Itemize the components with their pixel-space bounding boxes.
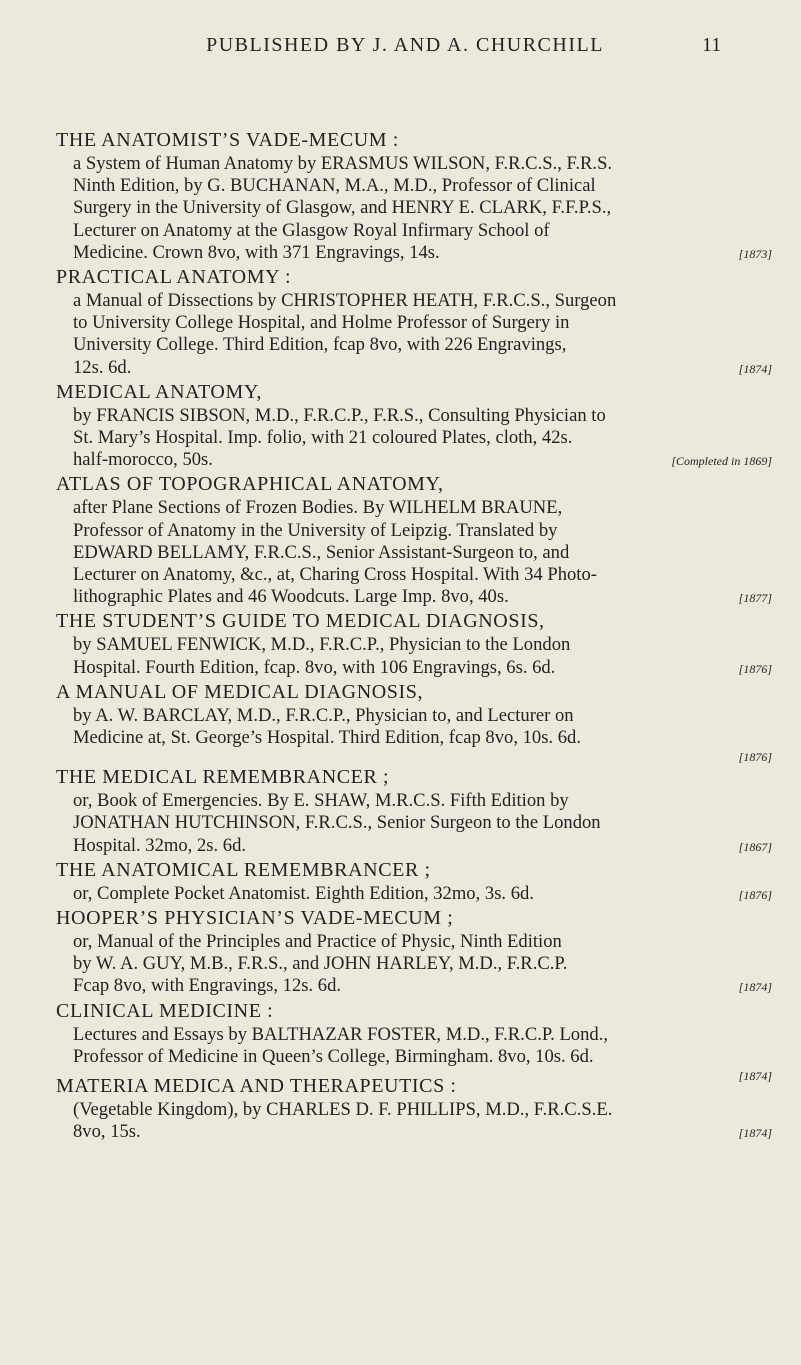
catalogue-entry [56, 1073, 772, 1143]
entry-description [73, 790, 772, 857]
entry-line: Surgery in the University of Glasgow, and HENRY E. CLARK, F.F.P.S., [73, 197, 612, 219]
entry-line: Medicine at, St. George’s Hospital. Third Edition, fcap 8vo, 10s. 6d. [73, 727, 581, 749]
entry-line: by W. A. GUY, M.B., F.R.S., and JOHN HARLEY, M.D., F.R.C.P. [73, 953, 568, 975]
entry-title: PRACTICAL ANATOMY : [56, 266, 292, 289]
entry-description [73, 153, 772, 264]
entry-line: by FRANCIS SIBSON, M.D., F.R.C.P., F.R.S., Consulting Physician to [73, 404, 606, 426]
entry-description [73, 705, 772, 764]
entry-description [73, 1099, 772, 1143]
entry-line: Hospital. 32mo, 2s. 6d. [73, 834, 247, 856]
entry-year: [1876] [738, 661, 772, 676]
entry-line: to University College Hospital, and Holme Professor of Surgery in [73, 312, 570, 334]
catalogue-entry [56, 857, 772, 905]
entry-line: half-morocco, 50s. [73, 449, 213, 471]
catalogue-entry [56, 764, 772, 857]
entry-line: EDWARD BELLAMY, F.R.C.S., Senior Assistant-Surgeon to, and [73, 541, 570, 563]
entry-line: 12s. 6d. [73, 356, 132, 378]
entry-line: by SAMUEL FENWICK, M.D., F.R.C.P., Physician to the London [73, 634, 571, 656]
catalogue-entry [56, 471, 772, 608]
entry-line: or, Book of Emergencies. By E. SHAW, M.R.C.S. Fifth Edition by [73, 790, 569, 812]
entry-title: MATERIA MEDICA AND THERAPEUTICS : [56, 1075, 457, 1098]
entry-line: Professor of Anatomy in the University of Leipzig. Translated by [73, 519, 558, 541]
entry-title: HOOPER’S PHYSICIAN’S VADE-MECUM ; [56, 907, 454, 930]
entry-year: [1873] [738, 246, 772, 261]
catalogue-entries [56, 127, 772, 1145]
entry-description [73, 405, 772, 472]
catalogue-entry [56, 264, 772, 379]
entry-line: University College. Third Edition, fcap 8vo, with 226 Engravings, [73, 334, 567, 356]
catalogue-entry [56, 127, 772, 264]
catalogue-entry [56, 608, 772, 678]
entry-year: [1874] [738, 980, 772, 995]
entry-line: or, Manual of the Principles and Practice of Physic, Ninth Edition [73, 931, 562, 953]
entry-title: CLINICAL MEDICINE : [56, 999, 274, 1022]
entry-description [73, 931, 772, 998]
entry-line: Lectures and Essays by BALTHAZAR FOSTER, M.D., F.R.C.P. Lond., [73, 1023, 608, 1045]
entry-line: by A. W. BARCLAY, M.D., F.R.C.P., Physician to, and Lecturer on [73, 704, 574, 726]
entry-line: or, Complete Pocket Anatomist. Eighth Edition, 32mo, 3s. 6d. [73, 882, 534, 904]
entry-description [73, 497, 772, 608]
entry-line: Medicine. Crown 8vo, with 371 Engravings, 14s. [73, 241, 440, 263]
running-head: PUBLISHED BY J. AND A. CHURCHILL [206, 34, 604, 56]
entry-line: 8vo, 15s. [73, 1121, 141, 1143]
entry-line: Lecturer on Anatomy at the Glasgow Royal Infirmary School of [73, 219, 550, 241]
entry-title: THE ANATOMICAL REMEMBRANCER ; [56, 858, 431, 881]
entry-description [73, 290, 772, 379]
catalogue-entry [56, 679, 772, 764]
entry-year: [1876] [738, 887, 772, 902]
entry-line: Professor of Medicine in Queen’s College, Birmingham. 8vo, 10s. 6d. [73, 1045, 594, 1067]
entry-year: [1874] [738, 1069, 772, 1084]
entry-line: Lecturer on Anatomy, &c., at, Charing Cross Hospital. With 34 Photo- [73, 564, 597, 586]
entry-title: THE STUDENT’S GUIDE TO MEDICAL DIAGNOSIS, [56, 610, 545, 633]
entry-line: Fcap 8vo, with Engravings, 12s. 6d. [73, 975, 342, 997]
entry-year: [Completed in 1869] [671, 454, 772, 469]
entry-title: THE ANATOMIST’S VADE-MECUM : [56, 129, 399, 151]
entry-line: (Vegetable Kingdom), by CHARLES D. F. PHILLIPS, M.D., F.R.C.S.E. [73, 1099, 613, 1121]
entry-year: [1876] [738, 750, 772, 765]
entry-year: [1874] [738, 1126, 772, 1141]
entry-year: [1877] [738, 591, 772, 606]
entry-year: [1867] [738, 839, 772, 854]
entry-line: lithographic Plates and 46 Woodcuts. Large Imp. 8vo, 40s. [73, 586, 509, 608]
entry-title: MEDICAL ANATOMY, [56, 380, 262, 403]
entry-line: a System of Human Anatomy by ERASMUS WILSON, F.R.C.S., F.R.S. [73, 153, 613, 174]
entry-line: Hospital. Fourth Edition, fcap. 8vo, with 106 Engravings, 6s. 6d. [73, 656, 556, 678]
catalogue-entry [56, 379, 772, 472]
entry-line: a Manual of Dissections by CHRISTOPHER HEATH, F.R.C.S., Surgeon [73, 290, 617, 312]
catalogue-entry [56, 905, 772, 998]
page-number: 11 [702, 34, 722, 56]
entry-year: [1874] [738, 361, 772, 376]
entry-line: JONATHAN HUTCHINSON, F.R.C.S., Senior Surgeon to the London [73, 812, 601, 834]
entry-description [73, 634, 772, 678]
catalogue-entry [56, 998, 772, 1083]
entry-title: ATLAS OF TOPOGRAPHICAL ANATOMY, [56, 473, 444, 496]
entry-line: St. Mary’s Hospital. Imp. folio, with 21 coloured Plates, cloth, 42s. [73, 427, 573, 449]
entry-description [73, 883, 772, 905]
entry-line: after Plane Sections of Frozen Bodies. By WILHELM BRAUNE, [73, 497, 563, 519]
entry-line: Ninth Edition, by G. BUCHANAN, M.A., M.D., Professor of Clinical [73, 175, 596, 197]
entry-title: A MANUAL OF MEDICAL DIAGNOSIS, [56, 680, 424, 703]
entry-title: THE MEDICAL REMEMBRANCER ; [56, 766, 390, 789]
